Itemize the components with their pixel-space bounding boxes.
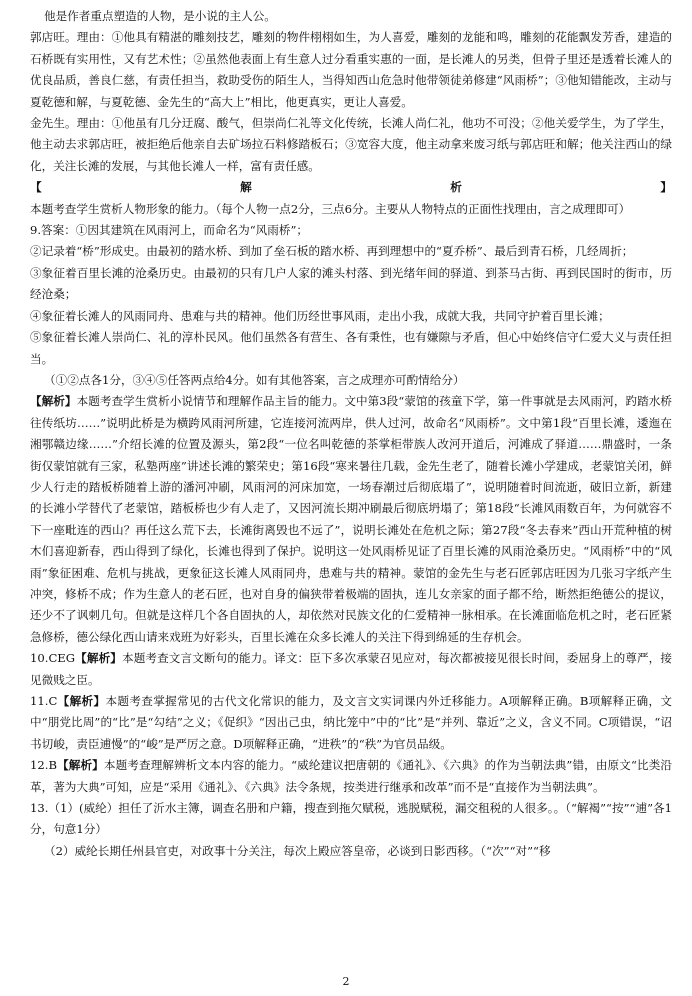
paragraph-text: ③象征着百里长滩的沧桑历史。由最初的只有几户人家的滩头村落、到光绪年间的驿道、到茶马古街、再到民国时的街市，历经沧桑； xyxy=(30,265,672,302)
paragraph-text: ⑤象征着长滩人崇尚仁、礼的淳朴民风。他们虽然各有营生、各有秉性，也有嫌隙与矛盾，但心中始终信守仁爱大义与责任担当。 xyxy=(30,330,672,366)
answer-paragraph xyxy=(30,113,672,177)
paragraph-text: 本题考查学生赏析小说情节和理解作品主旨的能力。文中第3段“蒙馆的孩童下学，第一件事就是去风雨河，趵踏水桥往传纸坊……”说明此桥是为横跨风雨河所建，它连接河流两岸，供人过河，故命名“风雨桥”。文中第1段“百里长滩，逶迤在湘鄂赣边缘……”介绍长滩的位置及源头，第2段“一位名叫乾德的茶掌柜带族人改河开道后，河滩成了驿道……鼎盛时，一条街仅蒙馆就有三家，私塾两座”讲述长滩的繁荣史；第16段“寒来暑往几载，金先生老了，随着长滩小学建成，老蒙馆关闭，鲜少人行走的踏板桥随着上游的潘河冲刷，风雨河的河床加宽，一场春潮过后彻底塌了”，说明随着时间流逝，破旧立新，新建的长滩小学替代了老蒙馆，踏板桥也少有人走了，又因河流长期冲刷最后彻底坍塌了；第18段“长滩风雨数百年，为何就容不下一座毗连的西山？再任这么荒下去，长滩街离毁也不远了”，说明长滩处在危机之际；第27段“冬去春来”西山开荒种植的树木们喜迎新春，西山得到了绿化，长滩也得到了保护。说明这一处风雨桥见证了百里长滩的风雨沧桑历史。“风雨桥”中的“风雨”象征困难、危机与挑战，更象征这长滩人风雨同舟，患难与共的精神。蒙馆的金先生与老石匠郭店旺因为几张习字纸产生冲突，修桥不成；作为生意人的老石匠，也对自身的偏狭带着极端的固执，连儿女亲家的面子都不给，断然拒绝德公的提议，还少不了讽刺几句。但就是这样几个各自固执的人，却依然对民族文化的仁爱精神一脉相承。在长滩面临危机之时，老石匠紧急修桥，德公绿化西山请来戏班为好彩头，百里长滩在众多长滩人的关注下得到绵延的生存机会。 xyxy=(30,394,672,644)
paragraph-text: 他是作者重点塑造的人物，是小说的主人公。 xyxy=(44,9,276,23)
analysis-tag: 【解析】 xyxy=(30,180,672,195)
answer-paragraph xyxy=(30,755,672,798)
answer-paragraph xyxy=(30,691,672,755)
paragraph-text: 郭店旺。理由：①他具有精湛的雕刻技艺，雕刻的物件栩栩如生，为人喜爱，雕刻的龙能和鸣，雕刻的花能飘发芳香，建造的石桥既有实用性，又有艺术性；②虽然他表面上有生意人过分看重实惠的一面，是长滩人的另类，但骨子里还是透着长滩人的优良品质，善良仁慈，有责任担当，救助受伤的陌生人，当得知西山危急时他带领徒弟修建“风雨桥”；③他知错能改，主动与夏乾德和解，与夏乾德、金先生的“高大上”相比，他更真实，更让人喜爱。 xyxy=(30,30,672,109)
answer-paragraph xyxy=(30,841,672,862)
analysis-tag: 【解析】 xyxy=(30,394,77,409)
answer-paragraph xyxy=(30,370,672,391)
analysis-tag: 【解析】 xyxy=(75,651,122,666)
paragraph-text: 本题考查学生赏析人物形象的能力。（每个人物一点2分，三点6分。主要从人物特点的正面性找理由，言之成理即可） xyxy=(30,201,631,216)
page-number: 2 xyxy=(342,974,350,988)
answer-paragraph xyxy=(30,263,672,306)
answer-paragraph xyxy=(30,798,672,841)
answer-text xyxy=(30,6,672,862)
paragraph-text: 本题考查文言文断句的能力。译文：臣下多次承蒙召见应对，每次都被接见很长时间，委屈身上的尊严，接见微贱之臣。 xyxy=(30,651,672,687)
analysis-tag: 【解析】 xyxy=(56,758,104,773)
answer-paragraph xyxy=(30,306,672,327)
answer-paragraph xyxy=(30,241,672,262)
paragraph-text: 本题考查理解辨析文本内容的能力。“威纶建议把唐朝的《通礼》、《六典》的作为当朝法典”错，由原文“比类沿革，著为大典”可知，应是“采用《通礼》、《六典》法令条规，按类进行继承和改革”而不是“直接作为当朝法典”。 xyxy=(30,758,672,794)
answer-paragraph xyxy=(30,177,672,220)
paragraph-text: 12.B xyxy=(30,758,57,773)
answer-paragraph xyxy=(30,27,672,113)
paragraph-text: 本题考查掌握常见的古代文化常识的能力，及文言文实词课内外迁移能力。A项解释正确。B项解释正确，文中“朋党比周”的“比”是“勾结”之义；《促织》“因出己虫，纳比笼中”中的“比”是“并列、靠近”之义，含义不同。C项错误，“诏书切峻，责臣逋慢”的“峻”是严厉之意。D项解释正确，“进秩”的“秩”为官员品级。 xyxy=(30,694,672,751)
paragraph-text: ②记录着“桥”形成史。由最初的踏水桥、到加了垒石板的踏水桥、再到理想中的“夏乔桥”、最后到青石桥，几经周折； xyxy=(30,244,634,259)
answer-paragraph xyxy=(30,220,672,241)
answer-paragraph xyxy=(30,327,672,370)
answer-paragraph xyxy=(30,6,672,27)
answer-paragraph xyxy=(30,391,672,648)
paragraph-text: （①②点各1分，③④⑤任答两点给4分。如有其他答案，言之成理亦可酌情给分） xyxy=(44,372,465,387)
paragraph-text: 10.CEG xyxy=(30,651,76,666)
answer-paragraph xyxy=(30,648,672,691)
paragraph-text: （2）威纶长期任州县官吏，对政事十分关注，每次上殿应答皇帝，必谈到日影西移。（“次”“对”“移 xyxy=(44,843,551,858)
analysis-tag: 【解析】 xyxy=(57,694,106,708)
paragraph-text: 9.答案：①因其建筑在风雨河上，而命名为“风雨桥”； xyxy=(30,223,308,238)
paragraph-text: ④象征着长滩人的风雨同舟、患难与共的精神。他们历经世事风雨，走出小我，成就大我，共同守护着百里长滩； xyxy=(30,308,610,323)
paragraph-text: 11.C xyxy=(30,694,58,708)
paragraph-text: 金先生。理由：①他虽有几分迂腐、酸气，但崇尚仁礼等文化传统，长滩人尚仁礼，他功不可没；②他关爱学生，为了学生，他主动去求郭店旺，被拒绝后他亲自去矿场拉石料修踏板石；③宽容大度，他主动拿来废习纸与郭店旺和解；他关注西山的绿化，关注长滩的发展，与其他长滩人一样，富有责任感。 xyxy=(30,116,672,173)
paragraph-text: 13.（1）(威纶）担任了沂水主簿，调查名册和户籍，搜查到拖欠赋税，逃脱赋税，漏交租税的人很多。。（“解褐”“按”“逋”各1分，句意1分） xyxy=(30,801,672,837)
